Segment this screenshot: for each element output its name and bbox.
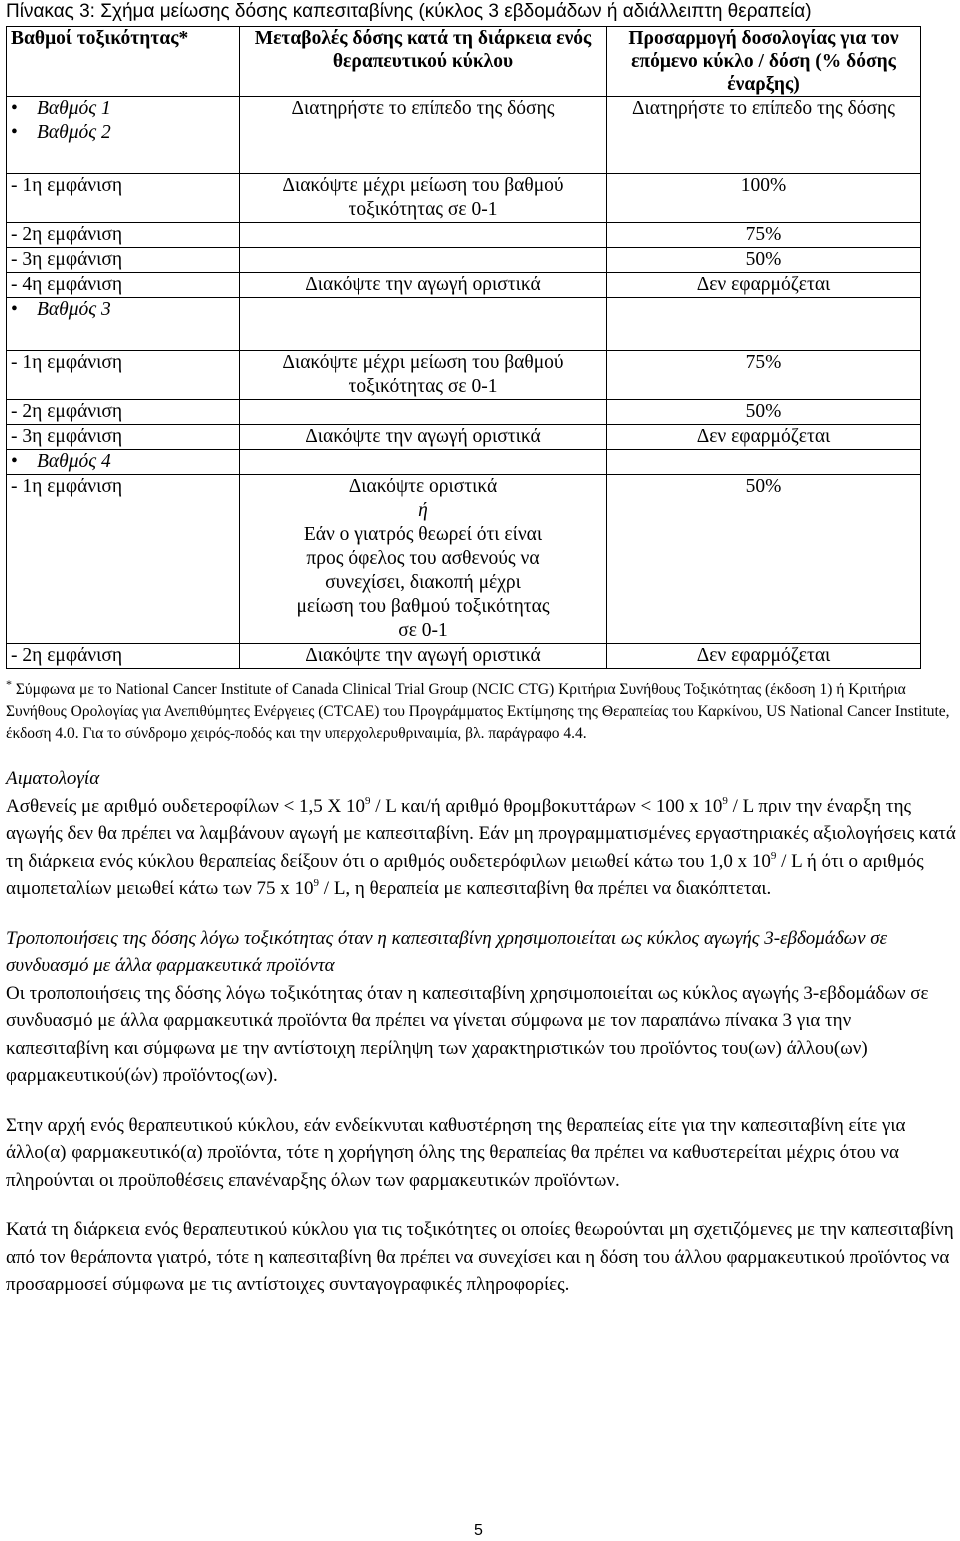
grade-4-change-1b: Εάν ο γιατρός θεωρεί ότι είναι προς όφελος του ασθενούς να συνεχίσει, διακοπή μέχρι μείωση του βαθμού τοξικότητας σε 0-1 bbox=[296, 524, 550, 641]
table-caption: Πίνακας 3: Σχήμα μείωσης δόσης καπεσιταβίνης (κύκλος 3 εβδομάδων ή αδιάλλειπτη θεραπεία) bbox=[6, 1, 812, 22]
grade-2-change-3 bbox=[240, 248, 607, 273]
grade-3-adjust-1: 75% bbox=[607, 351, 921, 400]
grade-2-occ-2: - 2η εμφάνιση bbox=[7, 223, 240, 248]
header-toxicity-grades: Βαθμοί τοξικότητας* bbox=[7, 27, 240, 97]
table-row bbox=[7, 298, 921, 351]
bullet-icon: • bbox=[11, 451, 18, 472]
exponent-1: 9 bbox=[365, 794, 371, 807]
grade-2-label: Βαθμός 2 bbox=[37, 122, 111, 143]
bullet-icon: • bbox=[11, 122, 18, 143]
grade-2-adjust-3: 50% bbox=[607, 248, 921, 273]
grade-4-change-2: Διακόψτε την αγωγή οριστικά bbox=[240, 644, 607, 669]
bullet-icon: • bbox=[11, 299, 18, 320]
grade-3-change-2 bbox=[240, 400, 607, 425]
grade-3-change-3: Διακόψτε την αγωγή οριστικά bbox=[240, 425, 607, 450]
haematology-heading: Αιματολογία bbox=[6, 768, 100, 790]
grade-2-adjust-4: Δεν εφαρμόζεται bbox=[607, 273, 921, 298]
table-row bbox=[7, 400, 921, 425]
combination-paragraph-3: Κατά τη διάρκεια ενός θεραπευτικού κύκλου για τις τοξικότητες οι οποίες θεωρούνται μη σχετιζόμενες με την καπεσιταβίνη από τον θεράποντα γιατρό, τότε η καπεσιταβίνη θα πρέπει να συνεχίσει και η δόση του άλλου φαρμακευτικού προϊόντος να προσαρμοσεί σύμφωνα με τις αντίστοιχες συνταγογραφικές πληροφορίες. bbox=[6, 1219, 954, 1296]
grade-4-label: Βαθμός 4 bbox=[37, 451, 111, 472]
header-dose-adjustment: Προσαρμογή δοσολογίας για τον επόμενο κύκλο / δόση (% δόσης έναρξης) bbox=[607, 27, 921, 97]
haematology-paragraph bbox=[6, 793, 956, 903]
haematology-text-2: / L και/ή αριθμό θρομβοκυττάρων < 100 x 10 bbox=[370, 795, 723, 817]
footnote-mark: * bbox=[6, 677, 12, 691]
grade-1-change: Διατηρήστε το επίπεδο της δόσης bbox=[240, 97, 607, 122]
page-number: 5 bbox=[474, 1522, 483, 1539]
grade-2-occ-4: - 4η εμφάνιση bbox=[7, 273, 240, 298]
grade-3-occ-2: - 2η εμφάνιση bbox=[7, 400, 240, 425]
grade-4-change-or: ή bbox=[418, 500, 428, 521]
combination-heading: Τροποποιήσεις της δόσης λόγω τοξικότητας όταν η καπεσιταβίνη χρησιμοποιείται ως κύκλος αγωγής 3-εβδομάδων σε συνδυασμό με άλλα φαρμακευτικά προϊόντα bbox=[6, 927, 888, 977]
grade-2-adjust-1: 100% bbox=[607, 174, 921, 223]
haematology-text-5: / L, η θεραπεία με καπεσιταβίνη θα πρέπει να διακόπτεται. bbox=[319, 878, 772, 900]
grade-4-change-1a: Διακόψτε οριστικά bbox=[348, 476, 498, 497]
grade-2-change-1: Διακόψτε μέχρι μείωση του βαθμού τοξικότητας σε 0-1 bbox=[240, 174, 607, 223]
footnote-text: Σύμφωνα με το National Cancer Institute of Canada Clinical Trial Group (NCIC CTG) Κριτήρια Συνήθους Τοξικότητας (έκδοση 1) ή Κριτήρια Συνήθους Ορολογίας για Ανεπιθύμητες Ενέργειες (CTCAE) του Προγράμματος Εκτίμησης της Θεραπείας του Καρκίνου, US National Cancer Institute, έκδοση 4.0. Για το σύνδρομο χειρός-ποδός και την υπερχολερυθριναιμία, βλ. παράγραφο 4.4. bbox=[6, 681, 950, 743]
grade-2-occ-3: - 3η εμφάνιση bbox=[7, 248, 240, 273]
grade-3-adjust-3: Δεν εφαρμόζεται bbox=[607, 425, 921, 450]
table-row bbox=[7, 450, 921, 475]
grade-2-change-4: Διακόψτε την αγωγή οριστικά bbox=[240, 273, 607, 298]
grade-3-occ-1: - 1η εμφάνιση bbox=[7, 351, 240, 400]
dose-reduction-table bbox=[6, 26, 921, 669]
table-row bbox=[7, 97, 921, 122]
table-footnote bbox=[6, 673, 956, 745]
header-dose-changes: Μεταβολές δόσης κατά τη διάρκεια ενός θεραπευτικού κύκλου bbox=[240, 27, 607, 97]
haematology-text-4: / L ή ότι ο αριθμός αιμοπεταλίων μειωθεί κάτω των 75 x 10 bbox=[6, 850, 924, 900]
combination-paragraph-2: Στην αρχή ενός θεραπευτικού κύκλου, εάν ενδείκνυται καθυστέρηση της θεραπείας είτε για την καπεσιταβίνη είτε για άλλο(α) φαρμακευτικό(α) προϊόντα, τότε η χορήγηση όλης της θεραπείας θα πρέπει να καθυστερείται μέχρις ότου να πληρούνται οι προϋποθέσεις επανέναρξης όλων των φαρμακευτικών προϊόντων. bbox=[6, 1114, 906, 1191]
grade-4-adjust-2: Δεν εφαρμόζεται bbox=[607, 644, 921, 669]
haematology-text-1: Ασθενείς με αριθμό ουδετεροφίλων < 1,5 X 10 bbox=[6, 795, 366, 817]
table-row bbox=[7, 121, 921, 174]
table-row bbox=[7, 248, 921, 273]
grade-3-adjust-2: 50% bbox=[607, 400, 921, 425]
grade-3-occ-3: - 3η εμφάνιση bbox=[7, 425, 240, 450]
grade-4-adjust-1: 50% bbox=[607, 475, 921, 644]
combination-section bbox=[6, 925, 956, 1299]
table-row bbox=[7, 273, 921, 298]
grade-1-adjust: Διατηρήστε το επίπεδο της δόσης bbox=[607, 97, 921, 122]
document-page bbox=[6, 0, 956, 1299]
table-row bbox=[7, 223, 921, 248]
table-row bbox=[7, 174, 921, 223]
exponent-4: 9 bbox=[313, 877, 320, 890]
exponent-3: 9 bbox=[770, 849, 777, 862]
haematology-section bbox=[6, 765, 956, 903]
grade-4-occ-1: - 1η εμφάνιση bbox=[7, 475, 240, 644]
grade-3-label: Βαθμός 3 bbox=[37, 299, 111, 320]
grade-2-change-2 bbox=[240, 223, 607, 248]
grade-1-label: Βαθμός 1 bbox=[37, 98, 111, 119]
grade-4-occ-2: - 2η εμφάνιση bbox=[7, 644, 240, 669]
haematology-text-3: / L πριν την έναρξη της αγωγής δεν θα πρέπει να λαμβάνουν αγωγή με καπεσιταβίνη. Εάν μη προγραμματισμένες εργαστηριακές αξιολογήσεις κατά τη διάρκεια ενός κύκλου θεραπείας δείξουν ότι ο αριθμός ουδετερόφιλων μειωθεί κάτω του 1,0 x 10 bbox=[6, 795, 956, 872]
exponent-2: 9 bbox=[722, 794, 728, 807]
table-row bbox=[7, 351, 921, 400]
table-header-row bbox=[7, 27, 921, 97]
grade-4-change-1 bbox=[240, 475, 607, 644]
table-row bbox=[7, 425, 921, 450]
table-row bbox=[7, 475, 921, 644]
grade-3-change-1: Διακόψτε μέχρι μείωση του βαθμού τοξικότητας σε 0-1 bbox=[240, 351, 607, 400]
combination-paragraph-1: Οι τροποποιήσεις της δόσης λόγω τοξικότητας όταν η καπεσιταβίνη χρησιμοποιείται ως κύκλος αγωγής 3-εβδομάδων σε συνδυασμό με άλλα φαρμακευτικά προϊόντα θα πρέπει να γίνεται σύμφωνα με τον παραπάνω πίνακα 3 για την καπεσιταβίνη και σύμφωνα με την αντίστοιχη περίληψη των χαρακτηριστικών του προϊόντος του(ων) άλλου(ων) φαρμακευτικού(ών) προϊόντος(ων). bbox=[6, 982, 929, 1087]
table-row bbox=[7, 644, 921, 669]
grade-2-occ-1: - 1η εμφάνιση bbox=[7, 174, 240, 223]
bullet-icon: • bbox=[11, 98, 18, 119]
grade-2-adjust-2: 75% bbox=[607, 223, 921, 248]
